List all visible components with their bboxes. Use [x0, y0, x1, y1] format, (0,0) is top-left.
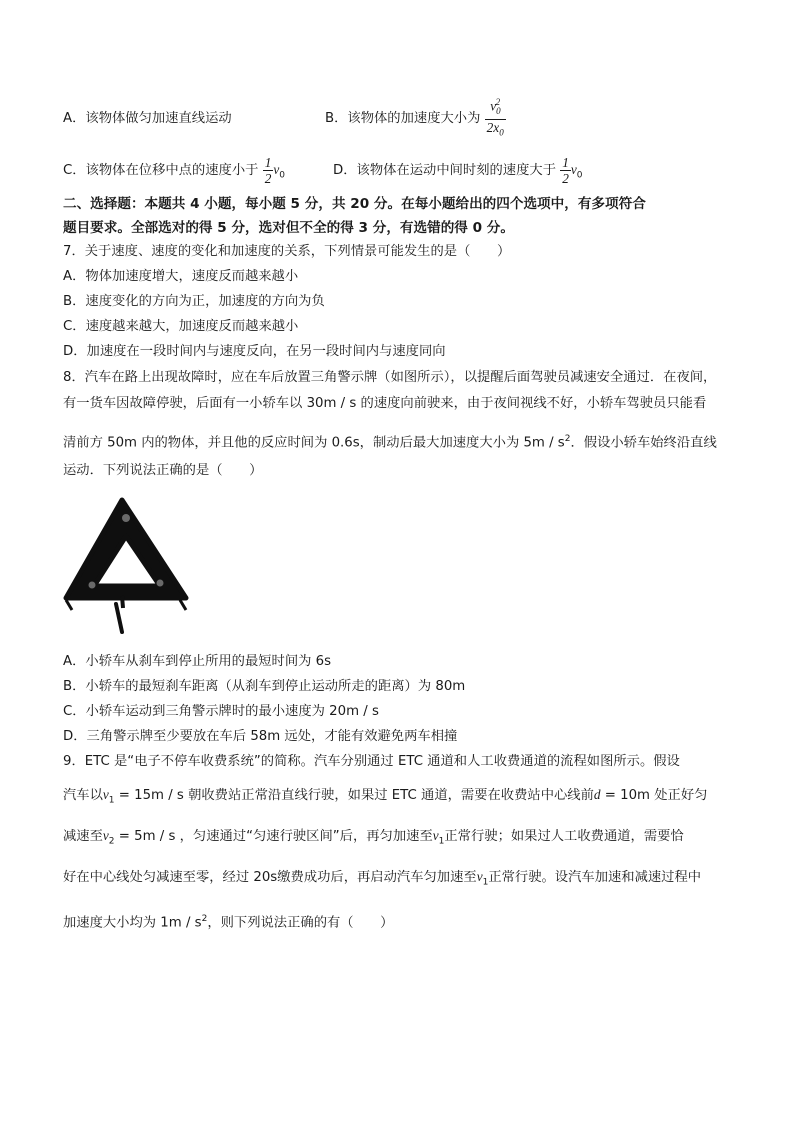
section-heading-line2: 题目要求。全部选对的得 5 分，选对但不全的得 3 分，有选错的得 0 分。 [63, 220, 514, 236]
q8-stem-line3: 清前方 50m 内的物体，并且他的反应时间为 0.6s，制动后最大加速度大小为 $5m / s^2$．假设小轿车始终沿直线 [63, 434, 717, 451]
q9-stem-line2: 汽车以$v_1 = 15m / s$ 朝收费站正常沿直线行驶，如果过 ETC 通道，需要在收费站中心线前d = 10m 处正好匀 [63, 787, 708, 806]
q7-option-a: A．物体加速度增大，速度反而越来越小 [63, 269, 299, 284]
q8-option-a: A．小轿车从刹车到停止所用的最短时间为 6s [63, 654, 332, 669]
fraction-half: $\frac{1}{2}$ [264, 154, 272, 186]
q8-stem-line4: 运动．下列说法正确的是（ ） [63, 463, 263, 478]
q9-stem-line3: 减速至$v_2 = 5m / s$ ，匀速通过“匀速行驶区间”后，再匀加速至$v_1$正常行驶；如果过人工收费通道，需要恰 [63, 828, 684, 847]
q7-option-d: D．加速度在一段时间内与速度反向，在另一段时间内与速度同向 [63, 344, 446, 359]
q7-stem: 7．关于速度、速度的变化和加速度的关系，下列情景可能发生的是（ ） [63, 244, 511, 259]
warning-triangle-figure [62, 492, 194, 638]
q9-stem-line1: 9．ETC 是“电子不停车收费系统”的简称。汽车分别通过 ETC 通道和人工收费通道的流程如图所示。假设 [63, 754, 680, 769]
section-heading-line1: 二、选择题：本题共 4 小题，每小题 5 分，共 20 分。在每小题给出的四个选项中，有多项符合 [63, 196, 646, 212]
fraction-half: $\frac{1}{2}$ [562, 154, 569, 186]
q6-option-a: A．该物体做匀加速直线运动 [63, 111, 232, 126]
q6-option-d: D．该物体在运动中间时刻的速度大于 $\frac{1}{2}$ $v_0$ [333, 154, 583, 186]
q8-option-b: B．小轿车的最短刹车距离（从刹车到停止运动所走的距离）为 80m [63, 679, 466, 694]
q9-stem-line4: 好在中心线处匀减速至零，经过 20s缴费成功后，再启动汽车匀加速至$v_1$正常行驶。设汽车加速和减速过程中 [63, 869, 702, 888]
q8-option-d: D．三角警示牌至少要放在车后 58m 远处，才能有效避免两车相撞 [63, 729, 458, 744]
q8-stem-line2: 有一货车因故障停驶，后面有一小轿车以 30m / s 的速度向前驶来，由于夜间视线不好，小轿车驾驶员只能看 [63, 396, 707, 411]
q8-stem-line1: 8．汽车在路上出现故障时，应在车后放置三角警示牌（如图所示），以提醒后面驾驶员减速安全通过．在夜间， [63, 370, 717, 385]
q7-option-b: B．速度变化的方向为正，加速度的方向为负 [63, 294, 325, 309]
q7-option-c: C．速度越来越大，加速度反而越来越小 [63, 319, 299, 334]
q8-option-c: C．小轿车运动到三角警示牌时的最小速度为 20m / s [63, 704, 379, 719]
fraction-v0sq-over-2x0: $\frac{v_0^2}{2x_0}$ [485, 95, 506, 141]
q6-option-c: C．该物体在位移中点的速度小于 $\frac{1}{2}$ $v_0$ [63, 154, 285, 186]
q9-stem-line5: 加速度大小均为 $1m / s^2$，则下列说法正确的有（ ） [63, 914, 394, 931]
q6-option-b: B．该物体的加速度大小为 $\frac{v_0^2}{2x_0}$ [325, 95, 506, 141]
